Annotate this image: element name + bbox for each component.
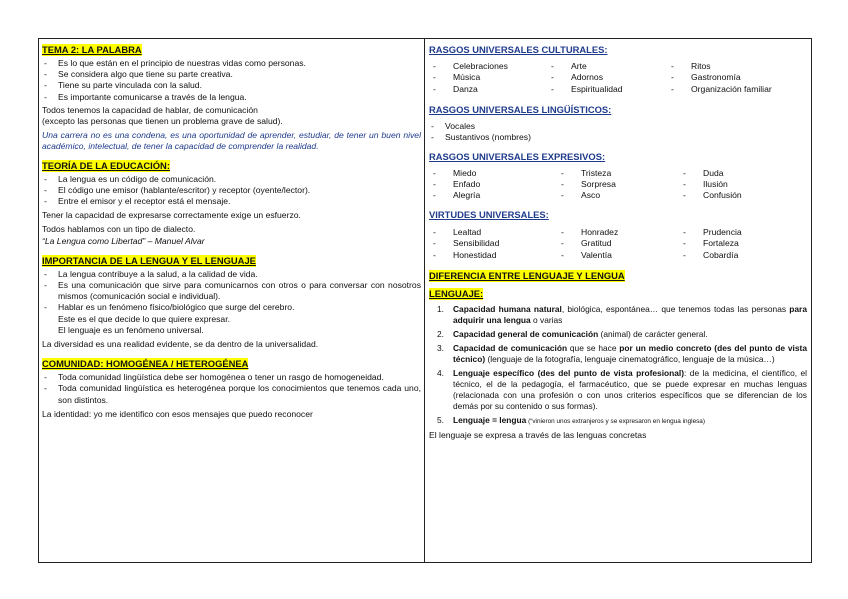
list-item: - Es una comunicación que sirve para comunicarnos con otros o para conversar con nosotros mismos (comunicación social e individual). <box>42 280 421 302</box>
item-number: 4. <box>437 368 444 379</box>
list-item <box>429 343 807 365</box>
list-item <box>429 329 807 340</box>
list-item: - Sustantivos (nombres) <box>429 132 807 143</box>
item-bold: Lenguaje = lengua <box>453 415 527 426</box>
list-item: - Asco <box>557 190 679 201</box>
list-item: - Duda <box>679 168 807 179</box>
list-item: - Se considera algo que tiene su parte creativa. <box>42 69 421 80</box>
section-comunidad <box>42 354 421 420</box>
list-item: - Confusión <box>679 190 807 201</box>
list-item: - Toda comunidad lingüística es heterogénea porque los conocimientos que tenemos cada uno, son distintos. <box>42 383 421 405</box>
item-note: (“vinieron unos extranjeros y se expresaron en lengua inglesa) <box>526 418 705 426</box>
list-item: - Lealtad <box>429 227 557 238</box>
item-number: 5. <box>437 415 444 426</box>
list-item: - Celebraciones <box>429 61 547 72</box>
tema-list <box>42 58 421 103</box>
list-item: - Valentía <box>557 250 679 261</box>
item-bold: para adquirir una lengua <box>453 304 807 326</box>
list-item: - La lengua es un código de comunicación. <box>42 174 421 185</box>
lenguaje-list <box>429 304 807 427</box>
section-linguisticos <box>429 100 807 143</box>
expresivos-title: RASGOS UNIVERSALES EXPRESIVOS: <box>429 150 606 162</box>
section-culturales <box>429 40 807 95</box>
lenguaje-subtitle: LENGUAJE: <box>429 288 484 300</box>
list-item: - Gastronomía <box>667 72 807 83</box>
closing-text: El lenguaje se expresa a través de las lenguas concretas <box>429 430 647 441</box>
item-bold: Capacidad humana natural <box>453 304 562 315</box>
list-item: - Entre el emisor y el receptor está el mensaje. <box>42 196 421 207</box>
section-importancia <box>42 251 421 350</box>
item-text: : de la medicina, el científico, el técnico, el de la pedagogía, el farmacéutico, que se puede expresar en muchas lenguas (relacionada con una profesión o con unos criterios específicos que se diferencian de los demás por su contenido o sus formas). <box>453 368 807 412</box>
list-item: - Gratitud <box>557 238 679 249</box>
list-item: - Honestidad <box>429 250 557 261</box>
list-item <box>429 415 807 427</box>
paragraph: Tener la capacidad de expresarse correctamente exige un esfuerzo. <box>42 210 301 221</box>
item-bold: por un medio concreto (des del punto de vista técnico) <box>453 343 807 365</box>
list-item: - Prudencia <box>679 227 807 238</box>
paragraph: Todos tenemos la capacidad de hablar, de comunicación <box>42 104 258 115</box>
list-item: - Es importante comunicarse a través de la lengua. <box>42 92 421 103</box>
notes-sheet <box>38 38 812 563</box>
list-item: - Cobardía <box>679 250 807 261</box>
item-text: (animal) de carácter general. <box>598 329 708 340</box>
list-item: - Organización familiar <box>667 84 807 95</box>
list-item: - Toda comunidad lingüística debe ser homogénea o tener un rasgo de homogeneidad. <box>42 372 421 383</box>
list-item <box>429 368 807 412</box>
paragraph: Todos hablamos con un tipo de dialecto. <box>42 224 196 235</box>
list-item: - Fortaleza <box>679 238 807 249</box>
item-number: 2. <box>437 329 444 340</box>
quote-text: Una carrera no es una condena, es una oportunidad de aprender, estudiar, de tener un buen nivel académico, intelectual, de tener la capacidad de comprender la realidad. <box>42 130 421 152</box>
importancia-list <box>42 269 421 314</box>
comunidad-title: COMUNIDAD: HOMOGÉNEA / HETEROGÉNEA <box>42 358 249 370</box>
list-item: - Vocales <box>429 121 807 132</box>
quote-text: “La Lengua como Libertad” – Manuel Alvar <box>42 235 205 246</box>
left-column <box>39 39 425 562</box>
list-item: - Ritos <box>667 61 807 72</box>
section-virtudes <box>429 205 807 261</box>
list-item: - Hablar es un fenómeno físico/biológico que surge del cerebro. <box>42 302 421 313</box>
item-bold: Capacidad general de comunicación <box>453 329 599 340</box>
list-item: - Sorpresa <box>557 179 679 190</box>
item-number: 3. <box>437 343 444 354</box>
list-item: - Tiene su parte vinculada con la salud. <box>42 80 421 91</box>
list-item: - Es lo que están en el principio de nuestras vidas como personas. <box>42 58 421 69</box>
virtudes-title: VIRTUDES UNIVERSALES: <box>429 208 549 220</box>
list-item: - El código une emisor (hablante/escritor) y receptor (oyente/lector). <box>42 185 421 196</box>
list-item: - Danza <box>429 84 547 95</box>
list-item <box>429 304 807 326</box>
paragraph: (excepto las personas que tienen un problema grave de salud). <box>42 116 283 127</box>
list-item: - Arte <box>547 61 667 72</box>
item-text: , biológica, espontánea… que tenemos todas las personas <box>561 304 790 315</box>
item-bold: Capacidad de comunicación <box>453 343 568 354</box>
list-item: - La lengua contribuye a la salud, a la calidad de vida. <box>42 269 421 280</box>
paragraph: La identidad: yo me identifico con esos mensajes que puedo reconocer <box>42 408 313 419</box>
linguisticos-list <box>429 121 807 143</box>
list-item: - Adornos <box>547 72 667 83</box>
item-bold: Lenguaje específico (des del punto de vista profesional) <box>453 368 685 379</box>
teoria-title: TEORÍA DE LA EDUCACIÓN: <box>42 159 170 171</box>
paragraph: El lenguaje es un fenómeno universal. <box>58 324 204 335</box>
list-item: - Miedo <box>429 168 557 179</box>
list-item: - Música <box>429 72 547 83</box>
section-teoria <box>42 156 421 247</box>
list-item: - Enfado <box>429 179 557 190</box>
diferencia-title: DIFERENCIA ENTRE LENGUAJE Y LENGUA <box>429 270 625 282</box>
paragraph: La diversidad es una realidad evidente, se da dentro de la universalidad. <box>42 339 319 350</box>
item-number: 1. <box>437 304 444 315</box>
tema-title: TEMA 2: LA PALABRA <box>42 44 142 55</box>
section-tema <box>42 40 421 153</box>
culturales-title: RASGOS UNIVERSALES CULTURALES: <box>429 44 608 55</box>
list-item: - Sensibilidad <box>429 238 557 249</box>
item-text: o varias <box>530 315 563 326</box>
right-column <box>425 39 811 562</box>
culturales-grid <box>429 61 807 95</box>
importancia-title: IMPORTANCIA DE LA LENGUA Y EL LENGUAJE <box>42 254 256 266</box>
teoria-list <box>42 174 421 208</box>
virtudes-grid <box>429 227 807 261</box>
comunidad-list <box>42 372 421 406</box>
section-expresivos <box>429 147 807 202</box>
item-text: (lenguaje de la fotografía, lenguaje cinematográfico, lenguaje de la música…) <box>485 354 775 365</box>
section-diferencia <box>429 266 807 441</box>
item-text: que se hace <box>567 343 620 354</box>
list-item: - Tristeza <box>557 168 679 179</box>
list-item: - Honradez <box>557 227 679 238</box>
expresivos-grid <box>429 168 807 202</box>
linguisticos-title: RASGOS UNIVERSALES LINGÜÍSTICOS: <box>429 104 612 116</box>
list-item: - Alegría <box>429 190 557 201</box>
list-item: - Ilusión <box>679 179 807 190</box>
paragraph: Este es el que decide lo que quiere expresar. <box>58 313 230 324</box>
list-item: - Espiritualidad <box>547 84 667 95</box>
